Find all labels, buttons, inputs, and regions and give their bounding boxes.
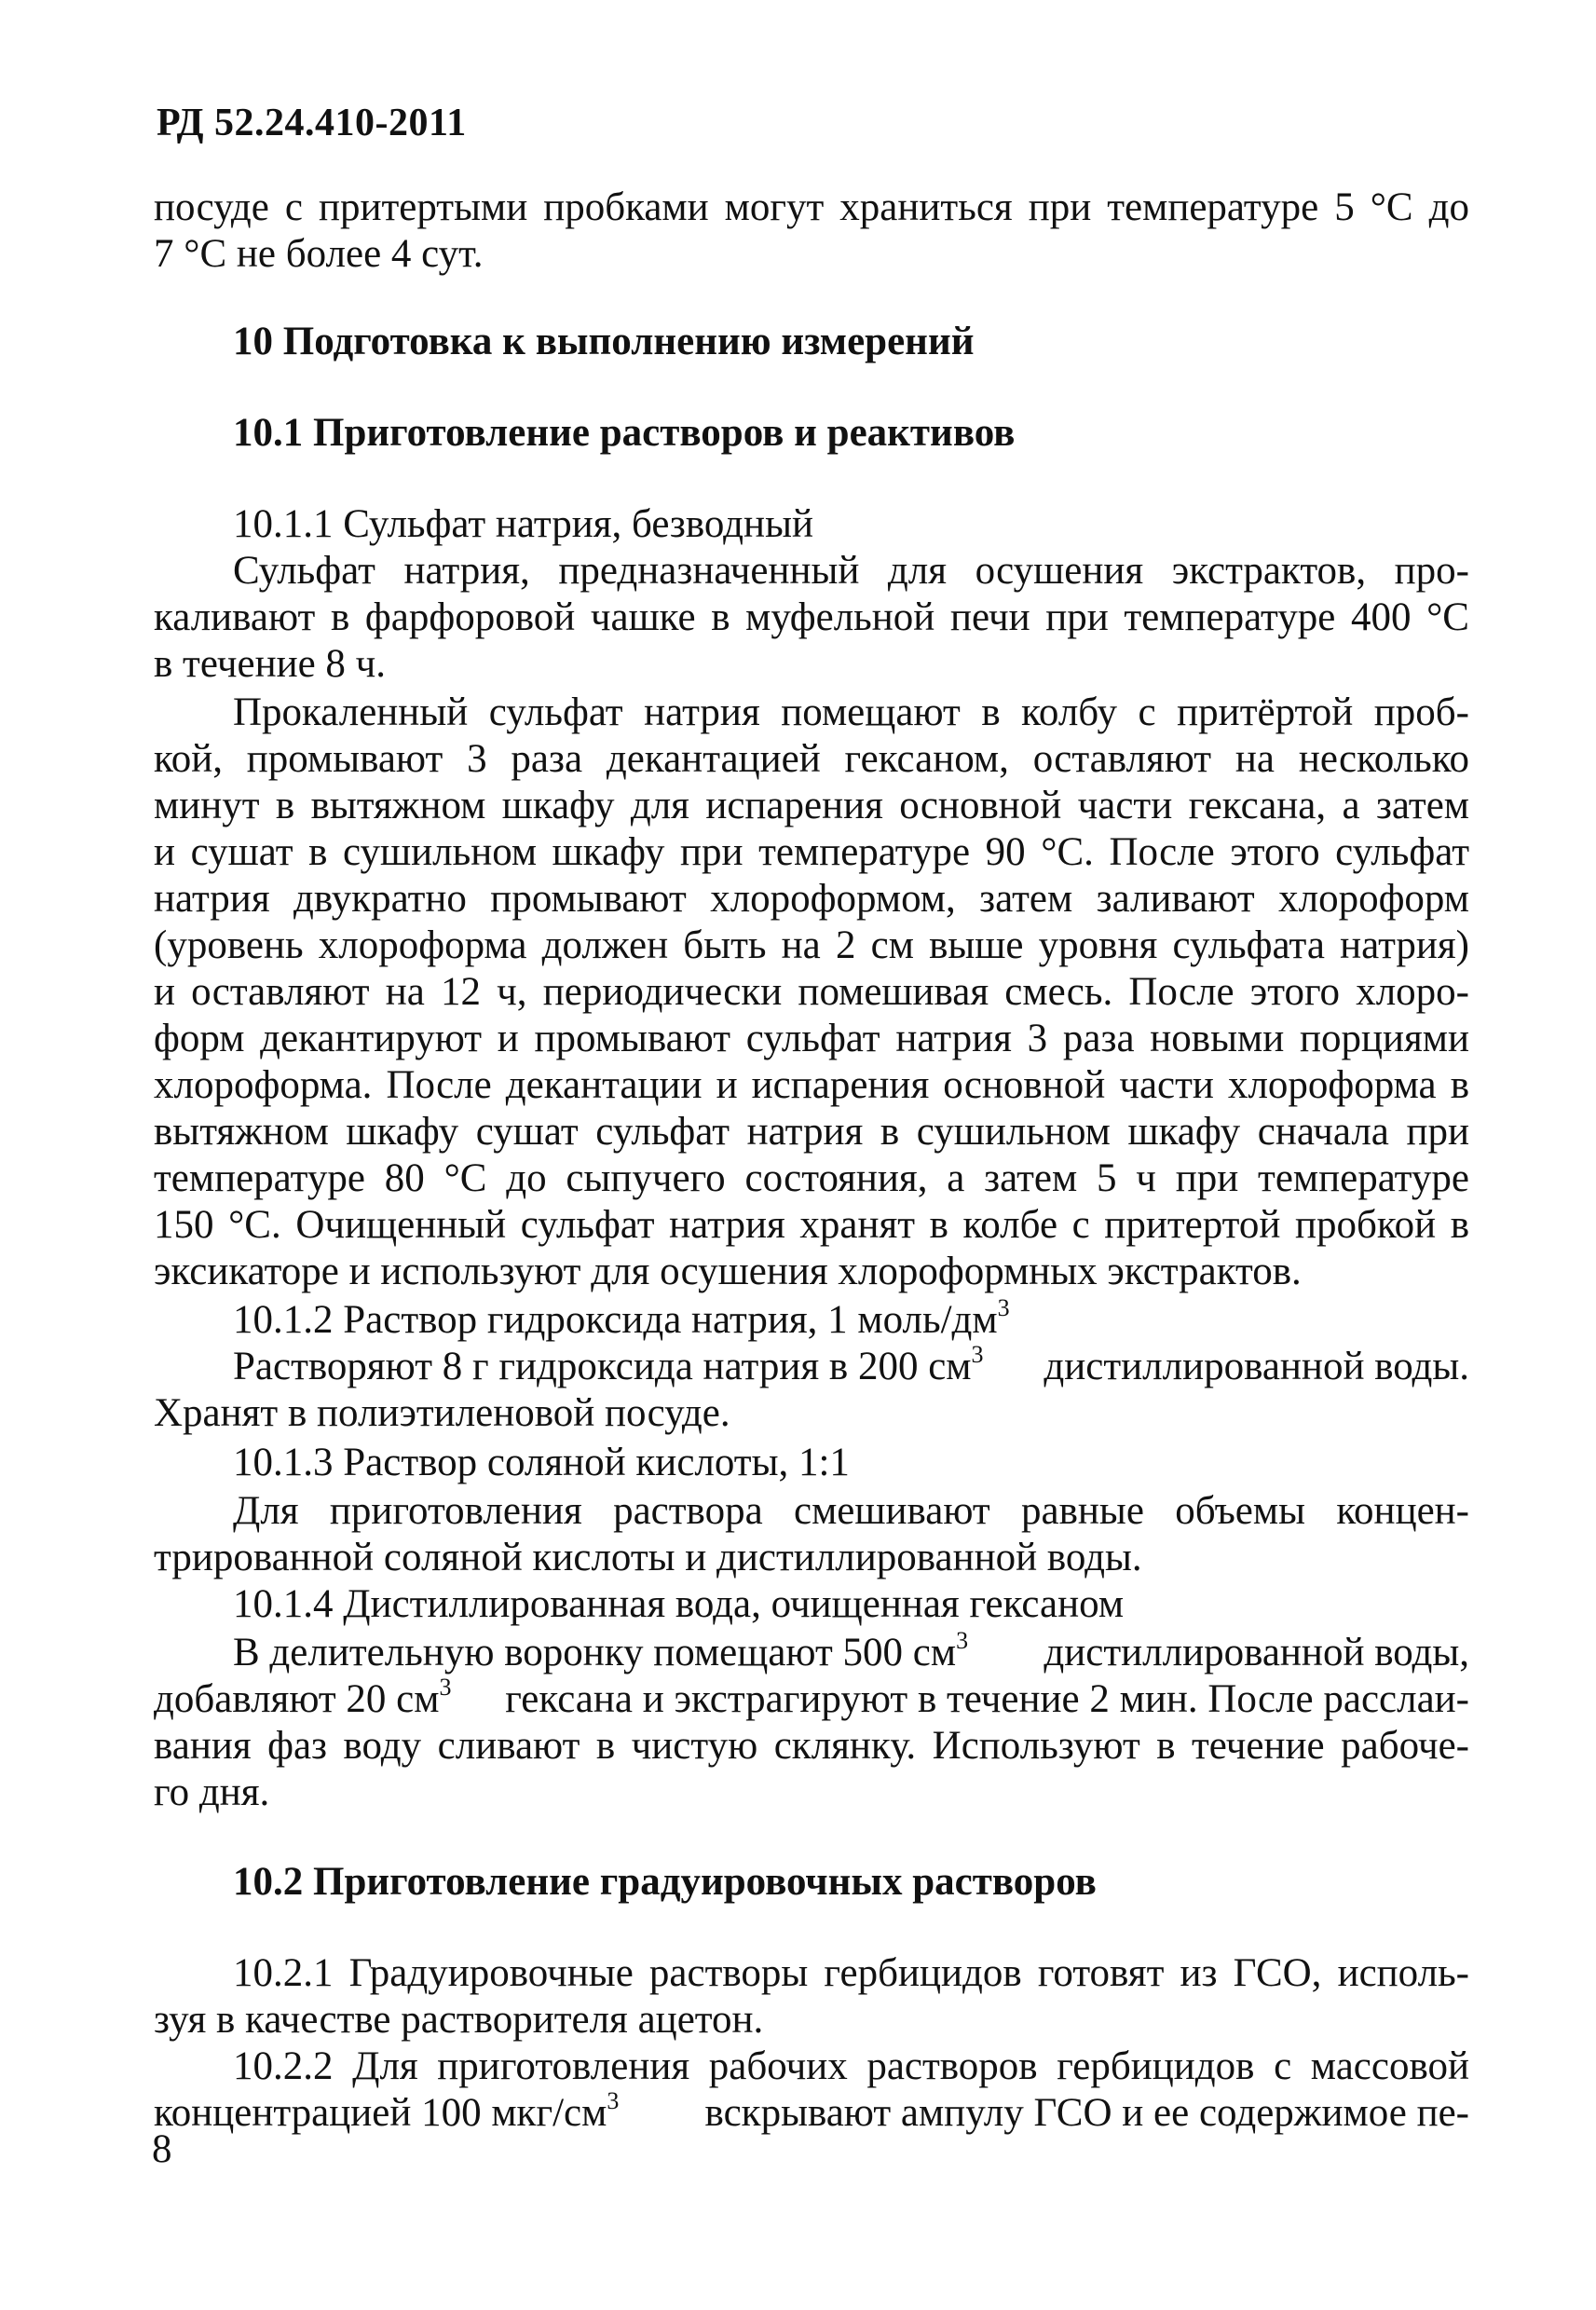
paragraph-10-2-2 — [154, 2043, 1469, 2137]
text-line: каливают в фарфоровой чашке в муфельной печи при температуре 400 °С — [154, 595, 1469, 639]
text-fragment: В делительную воронку помещают 500 см — [233, 1631, 957, 1674]
paragraph-purified-water — [154, 1627, 1469, 1816]
section-heading-10: 10 Подготовка к выполнению измерений — [233, 320, 975, 363]
section-heading-10-2: 10.2 Приготовление градуировочных растворов — [233, 1860, 1097, 1904]
text-line: Хранят в полиэтиленовой посуде. — [154, 1391, 730, 1435]
text-fragment: гексана и экстрагируют в течение 2 мин. После расслаи- — [505, 1677, 1469, 1721]
text-fragment: дистиллированной воды, — [1044, 1631, 1469, 1674]
paragraph-sodium-hydroxide — [154, 1341, 1469, 1437]
text-line: эксикаторе и используют для осушения хлороформных экстрактов. — [154, 1250, 1302, 1293]
text-line: 10.2.1 Градуировочные растворы гербицидов готовят из ГСО, исполь- — [233, 1951, 1469, 1995]
text-line — [154, 1676, 1469, 1723]
text-line: трированной соляной кислоты и дистиллированной воды. — [154, 1536, 1142, 1579]
text-line: го дня. — [154, 1770, 270, 1814]
text-line: 7 °С не более 4 сут. — [154, 232, 484, 276]
text-line: зуя в качестве растворителя ацетон. — [154, 1998, 764, 2042]
superscript: 3 — [439, 1674, 452, 1701]
page-number: 8 — [152, 2127, 172, 2171]
text-line: кой, промывают 3 раза декантацией гексаном, оставляют на несколько — [154, 737, 1469, 781]
subsection-title-10-1-4: 10.1.4 Дистиллированная вода, очищенная гексаном — [233, 1582, 1125, 1626]
subsection-title-10-1-1: 10.1.1 Сульфат натрия, безводный — [233, 502, 813, 546]
text-line: натрия двукратно промывают хлороформом, затем заливают хлороформ — [154, 877, 1469, 921]
intro-paragraph — [154, 185, 1469, 278]
text-fragment: Растворяют 8 г гидроксида натрия в 200 см — [233, 1345, 972, 1388]
text-fragment: дистиллированной воды. — [1044, 1345, 1469, 1388]
text-fragment: вскрывают ампулу ГСО и ее содержимое пе- — [704, 2091, 1469, 2135]
superscript: 3 — [971, 1341, 984, 1368]
text-line: Сульфат натрия, предназначенный для осушения экстрактов, про- — [233, 549, 1469, 593]
text-line — [154, 1627, 1469, 1676]
paragraph-sodium-sulfate-2 — [154, 690, 1469, 1295]
superscript: 3 — [607, 2087, 620, 2114]
text-line: Для приготовления раствора смешивают равные объемы концен- — [233, 1489, 1469, 1533]
superscript: 3 — [997, 1294, 1010, 1321]
text-line: в течение 8 ч. — [154, 642, 387, 686]
text-line: и оставляют на 12 ч, периодически помешивая смесь. После этого хлоро- — [154, 970, 1469, 1014]
text-line: и сушат в сушильном шкафу при температуре 90 °С. После этого сульфат — [154, 830, 1469, 874]
text-line: вытяжном шкафу сушат сульфат натрия в сушильном шкафу сначала при — [154, 1110, 1469, 1154]
text-line: 10.2.2 Для приготовления рабочих растворов гербицидов с массовой — [233, 2044, 1469, 2088]
document-code-header: РД 52.24.410-2011 — [157, 102, 467, 144]
text-fragment: концентрацией 100 мкг/см — [154, 2091, 607, 2135]
paragraph-10-2-1 — [154, 1950, 1469, 2043]
text-line: хлороформа. После декантации и испарения основной части хлороформа в — [154, 1063, 1469, 1107]
section-heading-10-1: 10.1 Приготовление растворов и реактивов — [233, 411, 1016, 455]
text-line: Прокаленный сульфат натрия помещают в колбу с притёртой проб- — [233, 690, 1469, 734]
subsection-title-10-1-3: 10.1.3 Раствор соляной кислоты, 1:1 — [233, 1441, 850, 1484]
text-line: минут в вытяжном шкафу для испарения основной части гексана, а затем — [154, 784, 1469, 827]
text-line: вания фаз воду сливают в чистую склянку. Используют в течение рабоче- — [154, 1724, 1469, 1768]
text-fragment: добавляют 20 см — [154, 1677, 440, 1721]
text-line: 150 °С. Очищенный сульфат натрия хранят в колбе с притертой пробкой в — [154, 1203, 1469, 1247]
text-line: форм декантируют и промывают сульфат натрия 3 раза новыми порциями — [154, 1017, 1469, 1060]
superscript: 3 — [956, 1627, 969, 1654]
paragraph-sodium-sulfate-1 — [154, 548, 1469, 688]
subsection-title-10-1-2 — [154, 1294, 1469, 1344]
text-line — [154, 1341, 1469, 1390]
text-line: посуде с притертыми пробками могут храниться при температуре 5 °С до — [154, 185, 1469, 229]
text-line: температуре 80 °С до сыпучего состояния, а затем 5 ч при температуре — [154, 1156, 1469, 1200]
text-line — [154, 2087, 1469, 2137]
paragraph-hydrochloric-acid — [154, 1488, 1469, 1581]
text-line: (уровень хлороформа должен быть на 2 см выше уровня сульфата натрия) — [154, 923, 1469, 967]
subsection-title-text: 10.1.2 Раствор гидроксида натрия, 1 моль/дм — [233, 1298, 998, 1342]
